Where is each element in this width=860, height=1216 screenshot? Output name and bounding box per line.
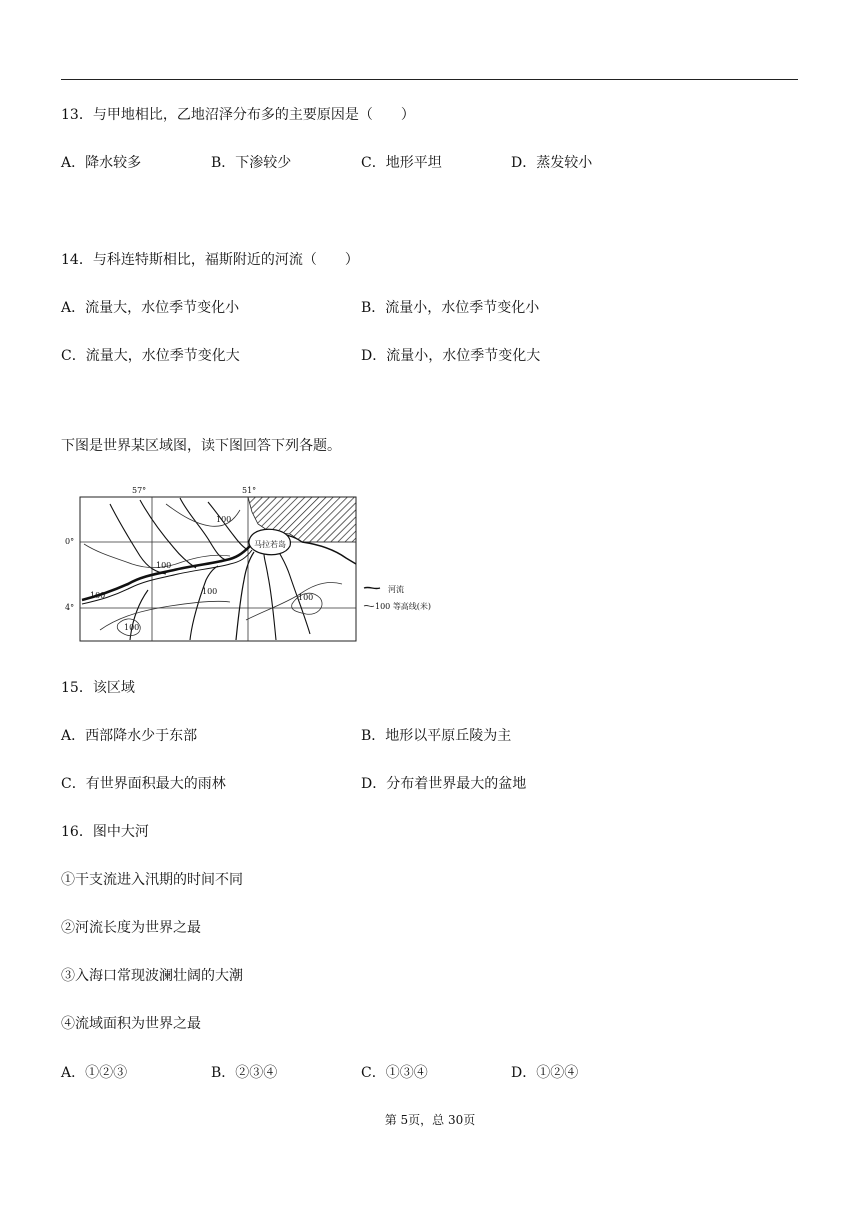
contour-label: 100 (156, 561, 172, 570)
q13-option-b[interactable]: B．下渗较少 (211, 155, 292, 171)
legend-contour-label: 100 等高线(米) (375, 602, 432, 611)
map-intro: 下图是世界某区域图，读下图回答下列各题。 (61, 438, 341, 454)
contour-label: 100 (90, 591, 106, 600)
contour-label: 100 (298, 593, 314, 602)
q16-statement-4: ④流域面积为世界之最 (61, 1016, 201, 1032)
q15-option-d[interactable]: D．分布着世界最大的盆地 (361, 776, 527, 792)
legend-contour-symbol (364, 605, 374, 606)
q15-option-c[interactable]: C．有世界面积最大的雨林 (61, 776, 226, 792)
island-label: 马拉若岛 (254, 540, 286, 549)
lat-label-4: 4° (65, 603, 75, 612)
q15-stem: 15．该区域 (61, 680, 135, 696)
q16-stem: 16．图中大河 (61, 824, 149, 840)
q16-option-c[interactable]: C．①③④ (361, 1065, 428, 1081)
q15-option-b[interactable]: B．地形以平原丘陵为主 (361, 728, 512, 744)
q14-option-a[interactable]: A．流量大，水位季节变化小 (61, 300, 240, 316)
q13-option-c[interactable]: C．地形平坦 (361, 155, 442, 171)
q16-option-b[interactable]: B．②③④ (211, 1065, 278, 1081)
q16-statement-3: ③入海口常现波澜壮阔的大潮 (61, 968, 243, 984)
legend-river-label: 河流 (388, 585, 404, 594)
q16-option-d[interactable]: D．①②④ (511, 1065, 579, 1081)
contour-label: 100 (202, 587, 218, 596)
contour-label: 100 (124, 623, 140, 632)
q16-statement-2: ②河流长度为世界之最 (61, 920, 201, 936)
q15-option-a[interactable]: A．西部降水少于东部 (61, 728, 198, 744)
q16-option-a[interactable]: A．①②③ (61, 1065, 128, 1081)
region-map (65, 484, 450, 646)
contour-label: 100 (216, 515, 232, 524)
q16-statement-1: ①干支流进入汛期的时间不同 (61, 872, 243, 888)
legend-river-symbol (364, 587, 380, 588)
q13-stem: 13．与甲地相比，乙地沼泽分布多的主要原因是（ ） (61, 107, 415, 123)
q14-option-b[interactable]: B．流量小，水位季节变化小 (361, 300, 540, 316)
q14-option-c[interactable]: C．流量大，水位季节变化大 (61, 348, 240, 364)
q14-stem: 14．与科连特斯相比，福斯附近的河流（ ） (61, 252, 359, 268)
q14-option-d[interactable]: D．流量小，水位季节变化大 (361, 348, 541, 364)
lat-label-0: 0° (65, 537, 75, 546)
q13-option-a[interactable]: A．降水较多 (61, 155, 142, 171)
lon-label-57: 57° (132, 486, 147, 495)
lon-label-51: 51° (242, 486, 257, 495)
page-footer: 第 5页，总 30页 (384, 1113, 476, 1127)
q13-option-d[interactable]: D．蒸发较小 (511, 155, 593, 171)
header-rule (61, 79, 798, 80)
